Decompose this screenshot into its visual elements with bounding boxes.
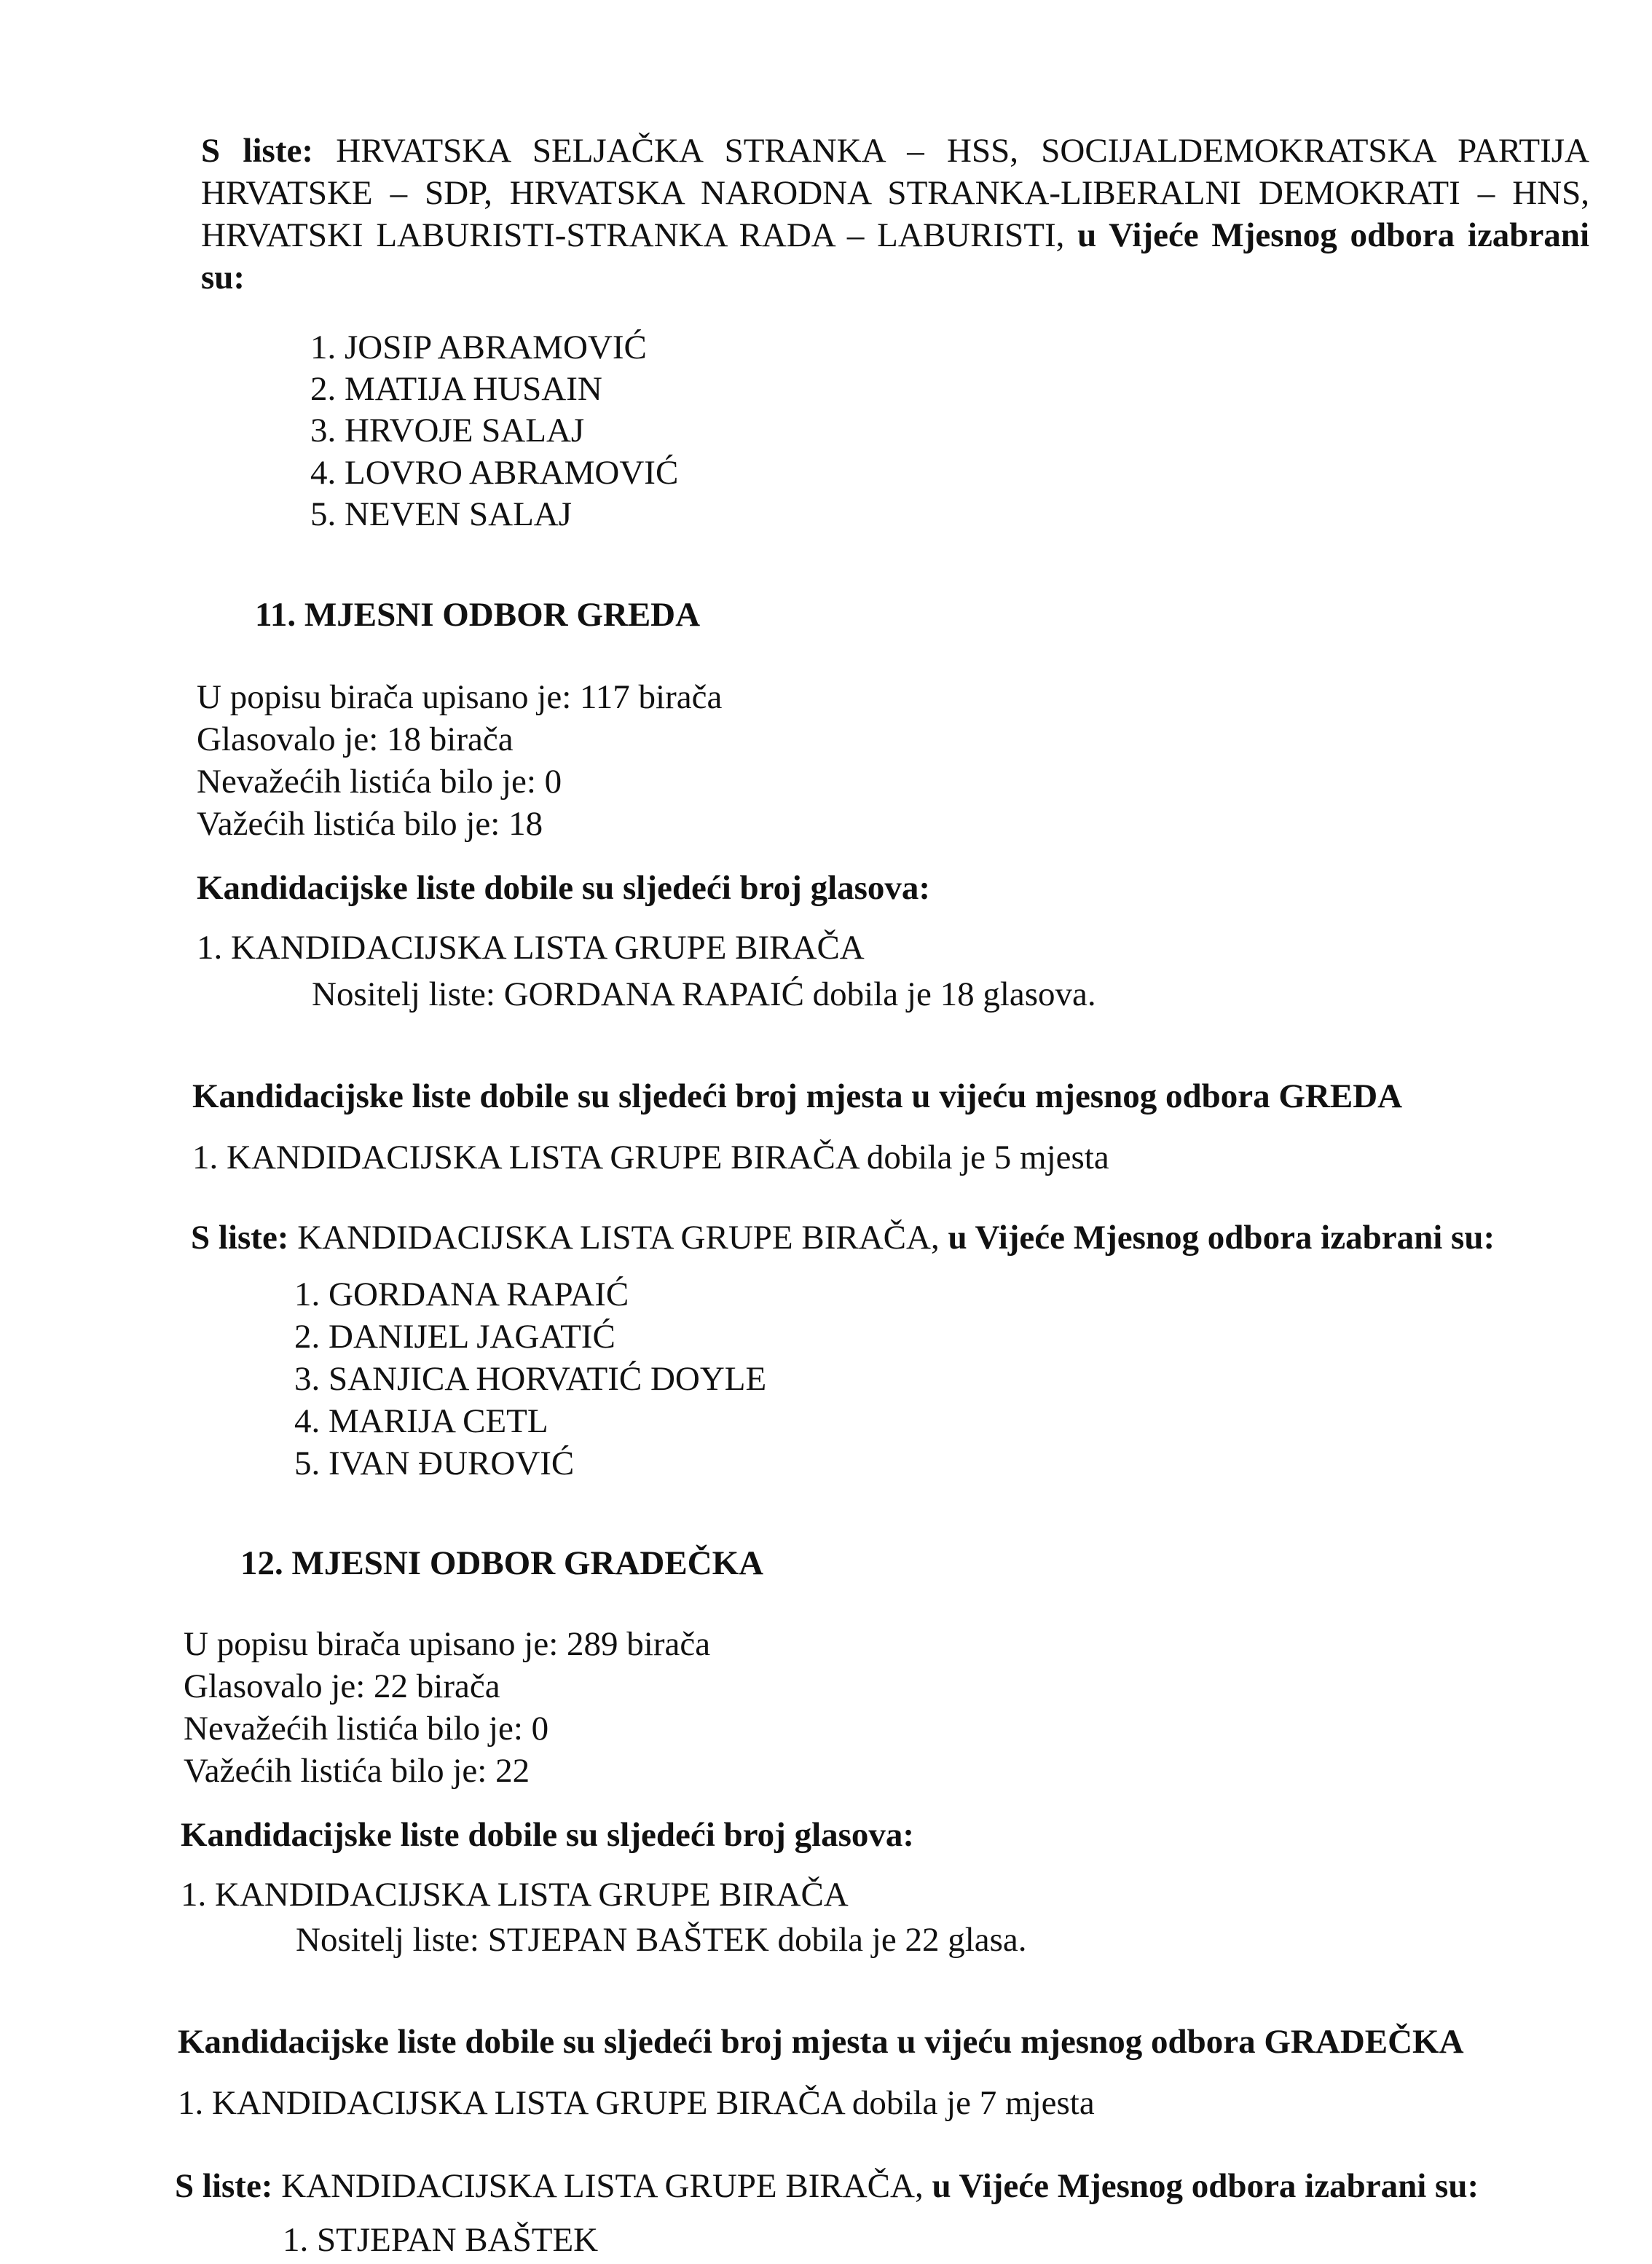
member: 2. DANIJEL JAGATIĆ: [294, 1318, 615, 1356]
intro-member: 3. HRVOJE SALAJ: [310, 412, 585, 449]
member: 1. GORDANA RAPAIĆ: [294, 1276, 629, 1313]
intro-parties: HRVATSKA SELJAČKA STRANKA – HSS, SOCIJALDEMOKRATSKA PARTIJA HRVATSKE – SDP, HRVATSKA NARODNA STRANKA-LIBERALNI DEMOKRATI – HNS, HRVATSKI LABURISTI-STRANKA RADA – LABURISTI,: [201, 132, 1590, 254]
intro-suffix: u Vijeće Mjesnog odbora izabrani su:: [201, 216, 1589, 296]
stat-voted: Glasovalo je: 22 birača: [184, 1667, 500, 1705]
stat-valid: Važećih listića bilo je: 22: [184, 1752, 530, 1790]
votes-list: 1. KANDIDACIJSKA LISTA GRUPE BIRAČA: [197, 929, 865, 967]
votes-heading: Kandidacijske liste dobile su sljedeći broj glasova:: [197, 869, 931, 907]
member: 5. IVAN ĐUROVIĆ: [294, 1445, 575, 1482]
seats-heading: Kandidacijske liste dobile su sljedeći broj mjesta u vijeću mjesnog odbora GREDA: [192, 1077, 1403, 1115]
intro-member: 1. JOSIP ABRAMOVIĆ: [310, 329, 647, 366]
votes-holder: Nositelj liste: STJEPAN BAŠTEK dobila je 22 glasa.: [296, 1921, 1027, 1959]
stat-voted: Glasovalo je: 18 birača: [197, 720, 514, 758]
elected-list: KANDIDACIJSKA LISTA GRUPE BIRAČA,: [281, 2167, 924, 2205]
seats-line: 1. KANDIDACIJSKA LISTA GRUPE BIRAČA dobila je 7 mjesta: [178, 2084, 1095, 2122]
elected-prefix: S liste:: [175, 2167, 273, 2205]
votes-holder: Nositelj liste: GORDANA RAPAIĆ dobila je 18 glasova.: [312, 975, 1096, 1013]
stat-registered: U popisu birača upisano je: 117 birača: [197, 678, 723, 716]
seats-heading: Kandidacijske liste dobile su sljedeći broj mjesta u vijeću mjesnog odbora GRADEČKA: [178, 2023, 1464, 2061]
intro-member: 4. LOVRO ABRAMOVIĆ: [310, 454, 679, 492]
stat-registered: U popisu birača upisano je: 289 birača: [184, 1625, 711, 1663]
elected-prefix: S liste:: [191, 1219, 289, 1257]
elected-list: KANDIDACIJSKA LISTA GRUPE BIRAČA,: [297, 1219, 940, 1257]
elected-suffix: u Vijeće Mjesnog odbora izabrani su:: [948, 1219, 1495, 1257]
stat-valid: Važećih listića bilo je: 18: [197, 805, 543, 843]
member: 1. STJEPAN BAŠTEK: [283, 2221, 599, 2259]
elected-line: [175, 2165, 1479, 2207]
votes-heading: Kandidacijske liste dobile su sljedeći broj glasova:: [181, 1816, 915, 1854]
intro-member: 5. NEVEN SALAJ: [310, 495, 573, 533]
member: 3. SANJICA HORVATIĆ DOYLE: [294, 1360, 767, 1398]
intro-prefix: S liste:: [201, 132, 313, 170]
section-title-gradecka: 12. MJESNI ODBOR GRADEČKA: [240, 1544, 764, 1582]
stat-invalid: Nevažećih listića bilo je: 0: [197, 763, 562, 801]
seats-line: 1. KANDIDACIJSKA LISTA GRUPE BIRAČA dobila je 5 mjesta: [192, 1139, 1109, 1176]
section-title-greda: 11. MJESNI ODBOR GREDA: [255, 596, 701, 634]
stat-invalid: Nevažećih listića bilo je: 0: [184, 1710, 549, 1748]
member: 4. MARIJA CETL: [294, 1402, 548, 1440]
votes-list: 1. KANDIDACIJSKA LISTA GRUPE BIRAČA: [181, 1876, 849, 1914]
elected-line: [191, 1216, 1495, 1259]
elected-suffix: u Vijeće Mjesnog odbora izabrani su:: [932, 2167, 1479, 2205]
intro-paragraph: [201, 130, 1589, 299]
intro-member: 2. MATIJA HUSAIN: [310, 370, 602, 408]
